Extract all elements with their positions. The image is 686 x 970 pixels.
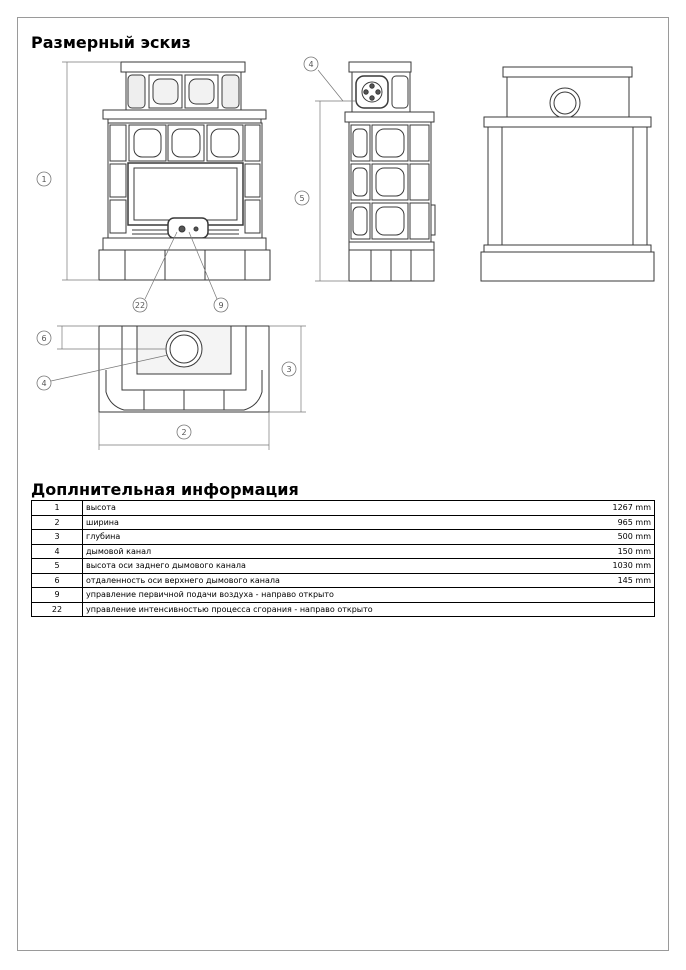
callout-4-top: 4 [41,379,47,388]
row-value: 1267 mm [595,501,655,516]
back-view [481,67,654,281]
row-number: 3 [32,530,83,545]
row-value [595,602,655,617]
side-view [345,62,435,281]
row-description: высота оси заднего дымового канала [83,559,595,574]
row-number: 22 [32,602,83,617]
callout-2: 2 [181,428,187,437]
row-value: 150 mm [595,544,655,559]
row-description: управление первичной подачи воздуха - направо открыто [83,588,595,603]
info-heading: Доплнительная информация [31,480,299,499]
row-value: 500 mm [595,530,655,545]
row-value: 1030 mm [595,559,655,574]
row-description: высота [83,501,595,516]
callout-4-side: 4 [308,60,314,69]
table-row [32,530,655,545]
row-number: 1 [32,501,83,516]
table-row [32,501,655,516]
row-description: отдаленность оси верхнего дымового канала [83,573,595,588]
callout-9: 9 [218,301,224,310]
row-number: 9 [32,588,83,603]
row-value [595,588,655,603]
info-table [31,500,655,617]
row-value: 965 mm [595,515,655,530]
row-description: дымовой канал [83,544,595,559]
table-row [32,544,655,559]
row-number: 4 [32,544,83,559]
row-value: 145 mm [595,573,655,588]
row-number: 5 [32,559,83,574]
row-number: 2 [32,515,83,530]
top-view [99,326,269,412]
row-description: управление интенсивностью процесса сгорания - направо открыто [83,602,595,617]
table-row [32,559,655,574]
sketch-heading: Размерный эскиз [31,33,191,52]
table-row [32,588,655,603]
row-number: 6 [32,573,83,588]
table-row [32,573,655,588]
table-row [32,602,655,617]
callout-1: 1 [41,175,47,184]
callout-22: 22 [134,301,146,310]
callout-3: 3 [286,365,292,374]
dimension-sketch-drawing [0,0,686,470]
front-view [99,62,270,280]
callout-6: 6 [41,334,47,343]
table-row [32,515,655,530]
row-description: ширина [83,515,595,530]
callout-5: 5 [299,194,305,203]
row-description: глубина [83,530,595,545]
